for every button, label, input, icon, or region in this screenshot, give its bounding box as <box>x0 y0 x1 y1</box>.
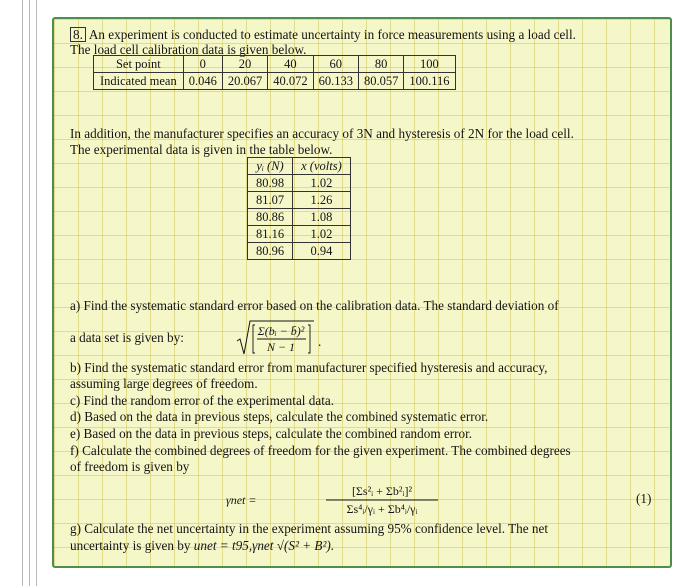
table-row <box>248 243 351 260</box>
table-cell: 80.86 <box>248 209 293 226</box>
table-row <box>248 192 351 209</box>
part-b-line-1: b) Find the systematic standard error from manufacturer specified hysteresis and accuracy, <box>70 360 548 375</box>
table-cell: 80.96 <box>248 243 293 260</box>
table-row <box>94 73 456 90</box>
margin-line <box>22 0 23 586</box>
column-header-force: yᵢ (N) <box>248 158 293 175</box>
table-cell: 1.08 <box>293 209 351 226</box>
part-d: d) Based on the data in previous steps, calculate the combined systematic error. <box>70 409 489 424</box>
table-cell: 81.07 <box>248 192 293 209</box>
degrees-of-freedom-equation <box>226 480 456 520</box>
formula-period: . <box>318 334 322 349</box>
part-f-line-2: of freedom is given by <box>70 459 190 474</box>
part-c: c) Find the random error of the experimental data. <box>70 393 335 408</box>
intro-line-2: The load cell calibration data is given below. <box>70 42 307 57</box>
net-uncertainty-formula: unet = t95,γnet √(S² + B²). <box>193 538 335 553</box>
table-cell: 1.26 <box>293 192 351 209</box>
part-g-line-1: g) Calculate the net uncertainty in the experiment assuming 95% confidence level. The net <box>70 521 549 536</box>
part-a-line-2: a data set is given by: <box>70 330 184 345</box>
formula-denominator: N − 1 <box>266 340 296 354</box>
equation-lhs: γnet = <box>226 493 257 507</box>
table-row <box>248 226 351 243</box>
table-row <box>248 209 351 226</box>
left-bracket <box>253 325 255 353</box>
equation-numerator: [Σs²ᵢ + Σb²ᵢ]² <box>351 484 413 498</box>
table-cell: 60.133 <box>313 73 358 90</box>
table-cell: 0.046 <box>183 73 222 90</box>
question-number: 8. <box>70 27 86 42</box>
table-cell: 40.072 <box>268 73 313 90</box>
table-row <box>94 56 456 73</box>
table-cell: 40 <box>268 56 313 73</box>
table-cell: 100.116 <box>404 73 455 90</box>
row-label-indicated-mean: Indicated mean <box>94 73 184 90</box>
equation-denominator: Σs⁴ᵢ/γᵢ + Σb⁴ᵢ/γᵢ <box>346 502 418 516</box>
column-header-volts: x (volts) <box>293 158 351 175</box>
experimental-data-table <box>247 157 351 260</box>
table-header-row <box>248 158 351 175</box>
table-cell: 60 <box>313 56 358 73</box>
part-a-line-1: a) Find the systematic standard error based on the calibration data. The standard deviation of <box>70 298 559 313</box>
table-cell: 100 <box>404 56 455 73</box>
right-bracket <box>308 325 310 353</box>
margin-line <box>36 0 37 586</box>
table-cell: 1.02 <box>293 175 351 192</box>
table-cell: 20.067 <box>222 73 267 90</box>
row-label-set-point: Set point <box>94 56 184 73</box>
manufacturer-line-2: The experimental data is given in the table below. <box>70 142 333 157</box>
table-cell: 20 <box>222 56 267 73</box>
part-f-line-1: f) Calculate the combined degrees of freedom for the given experiment. The combined degrees <box>70 443 571 458</box>
table-cell: 80.057 <box>358 73 403 90</box>
equation-number: (1) <box>636 491 652 506</box>
part-e: e) Based on the data in previous steps, calculate the combined random error. <box>70 426 473 441</box>
table-cell: 81.16 <box>248 226 293 243</box>
part-b-line-2: assuming large degrees of freedom. <box>70 376 258 391</box>
table-row <box>248 175 351 192</box>
margin-line <box>29 0 30 586</box>
calibration-table <box>93 55 456 90</box>
intro-text-1: An experiment is conducted to estimate uncertainty in force measurements using a load cell. <box>88 27 576 42</box>
std-dev-formula <box>236 319 316 359</box>
table-cell: 1.02 <box>293 226 351 243</box>
table-cell: 0 <box>183 56 222 73</box>
table-cell: 0.94 <box>293 243 351 260</box>
part-g-line-2 <box>70 538 334 555</box>
table-cell: 80.98 <box>248 175 293 192</box>
table-cell: 80 <box>358 56 403 73</box>
manufacturer-line-1: In addition, the manufacturer specifies an accuracy of 3N and hysteresis of 2N for the load cell. <box>70 126 574 141</box>
part-g-text: uncertainty is given by <box>70 538 191 553</box>
formula-numerator: Σ(bᵢ − b̄)² <box>257 324 305 338</box>
